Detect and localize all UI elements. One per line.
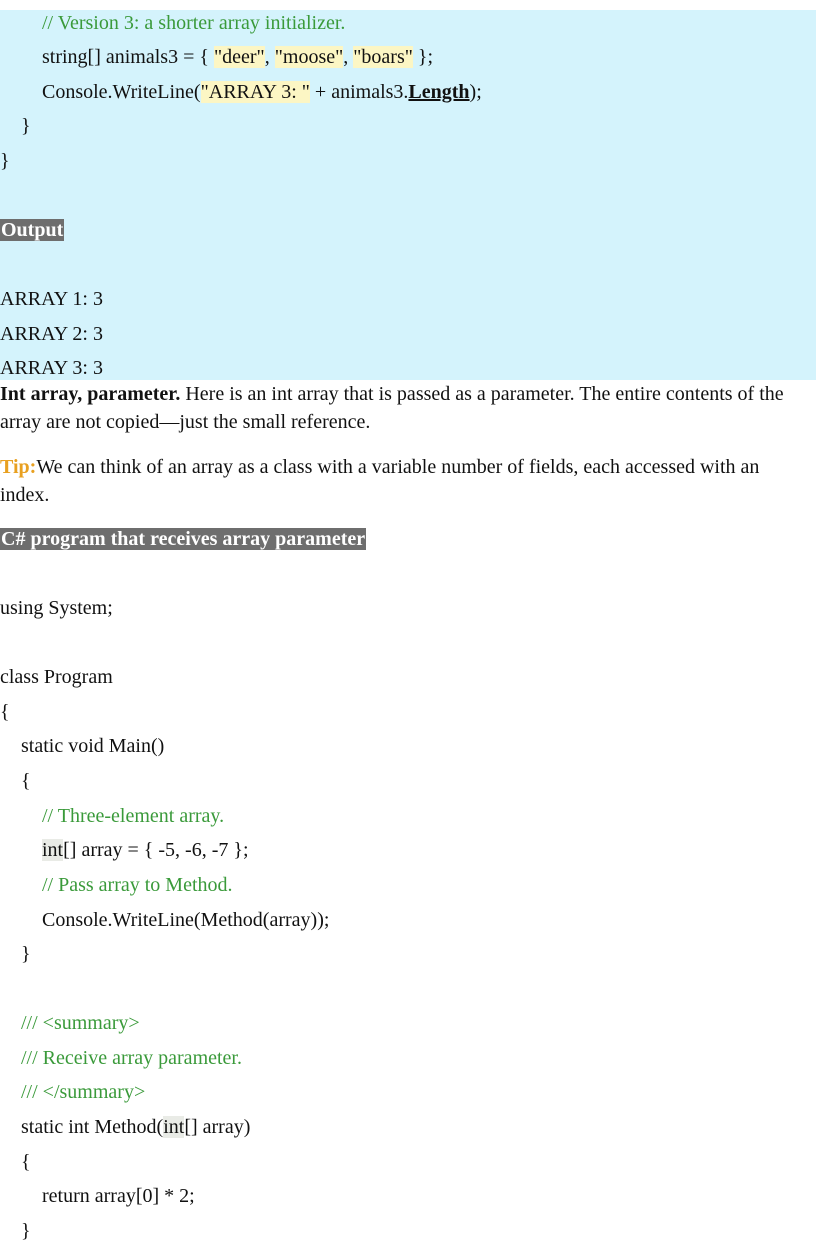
code-main-signature: static void Main() [21,735,165,757]
code-line-animals3-decl [42,46,433,69]
code-comment-version3: // Version 3: a shorter array initializer. [42,12,346,34]
code-token: [] array) [184,1116,251,1138]
code-method-signature [21,1116,250,1139]
code-token: static int Method( [21,1116,164,1138]
code-doc-summary-close: /// </summary> [21,1081,146,1103]
code-class-program: class Program [0,666,113,688]
tip-text: We can think of an array as a class with a variable number of fields, each accessed with an index. [0,456,760,506]
paragraph-int-array-parameter [0,380,812,436]
code-token: , [264,46,275,68]
code-close-brace-method: } [21,1220,31,1242]
code-writeline-method: Console.WriteLine(Method(array)); [42,909,330,931]
string-literal-array3: "ARRAY 3: " [200,81,310,103]
tip-label: Tip: [0,456,37,478]
code-line-writeline-array3 [42,81,482,104]
code-doc-summary-open: /// <summary> [21,1012,140,1034]
code-token: Console.WriteLine( [42,81,201,103]
code-open-brace-class: { [0,701,10,723]
code-int-array-decl [42,839,249,862]
program-title [0,528,366,551]
code-token: + animals3. [309,81,409,103]
code-comment-pass-array: // Pass array to Method. [42,874,233,896]
code-open-brace-main: { [21,770,31,792]
code-token: }; [412,46,434,68]
output-line-3: ARRAY 3: 3 [0,357,103,379]
code-token: , [343,46,354,68]
code-close-brace-main: } [21,943,31,965]
code-close-brace-inner: } [21,115,31,137]
code-comment-three-element: // Three-element array. [42,805,225,827]
paragraph-heading: Int array, parameter. [0,383,181,405]
string-literal-boars: "boars" [353,46,413,68]
code-token: string[] animals3 = { [42,46,214,68]
code-token: ); [469,81,482,103]
string-literal-moose: "moose" [274,46,344,68]
output-label [0,219,64,242]
code-doc-summary-text: /// Receive array parameter. [21,1047,242,1069]
length-keyword: Length [408,81,470,103]
int-keyword: int [163,1116,185,1138]
output-line-1: ARRAY 1: 3 [0,288,103,310]
code-open-brace-method: { [21,1151,31,1173]
paragraph-text: Here is an int array that is passed as a parameter. The entire contents of the array are not copied—just the small reference. [0,383,784,433]
output-line-2: ARRAY 2: 3 [0,323,103,345]
code-close-brace-outer: } [0,150,10,172]
string-literal-deer: "deer" [213,46,265,68]
code-token: [] array = { -5, -6, -7 }; [63,839,249,861]
output-label-text: Output [1,219,64,241]
code-using-system: using System; [0,597,113,619]
int-keyword: int [42,839,64,861]
tip-paragraph [0,453,812,509]
program-title-text: C# program that receives array parameter [1,528,366,550]
code-return-statement: return array[0] * 2; [42,1185,195,1207]
